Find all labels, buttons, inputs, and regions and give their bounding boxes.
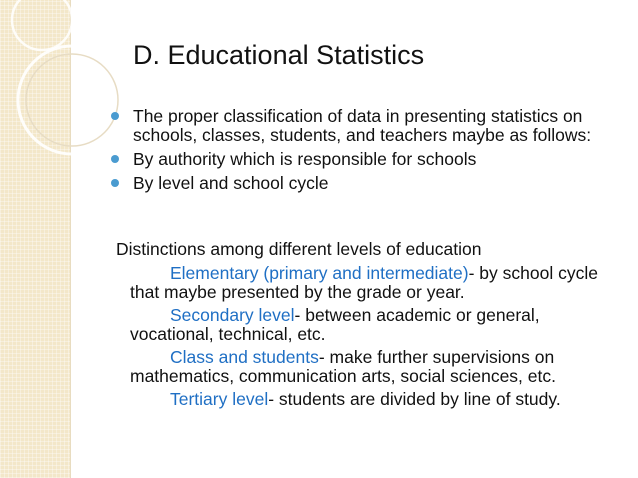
bullet-item [105, 107, 625, 145]
level-desc: - between academic or general, vocational, technical, etc. [130, 304, 540, 344]
bullet-text: The proper classification of data in presenting statistics on schools, classes, students, and teachers maybe as follows: [133, 106, 592, 145]
distinctions-section [116, 240, 621, 412]
bullet-dot-icon [111, 179, 119, 187]
bullet-dot-icon [111, 112, 119, 120]
level-item-tertiary [116, 390, 621, 410]
level-item-elementary [116, 264, 621, 303]
bullet-text: By authority which is responsible for schools [133, 149, 477, 169]
level-desc: - students are divided by line of study. [268, 388, 561, 409]
level-desc: - make further supervisions on mathematics, communication arts, social sciences, etc. [130, 346, 556, 386]
bullet-item [105, 174, 625, 193]
level-item-secondary [116, 306, 621, 345]
level-desc: - by school cycle that maybe presented by the grade or year. [130, 262, 598, 302]
bullet-dot-icon [111, 155, 119, 163]
slide-title: D. Educational Statistics [133, 40, 425, 70]
bullet-text: By level and school cycle [133, 173, 329, 193]
bullet-item [105, 150, 625, 169]
level-term: Secondary level [170, 304, 295, 325]
level-item-class-students [116, 348, 621, 387]
bullet-list [105, 107, 625, 198]
level-term: Class and students [170, 346, 319, 367]
level-term: Elementary (primary and intermediate) [170, 262, 469, 283]
level-term: Tertiary level [170, 388, 269, 409]
distinctions-lead: Distinctions among different levels of education [116, 239, 482, 259]
